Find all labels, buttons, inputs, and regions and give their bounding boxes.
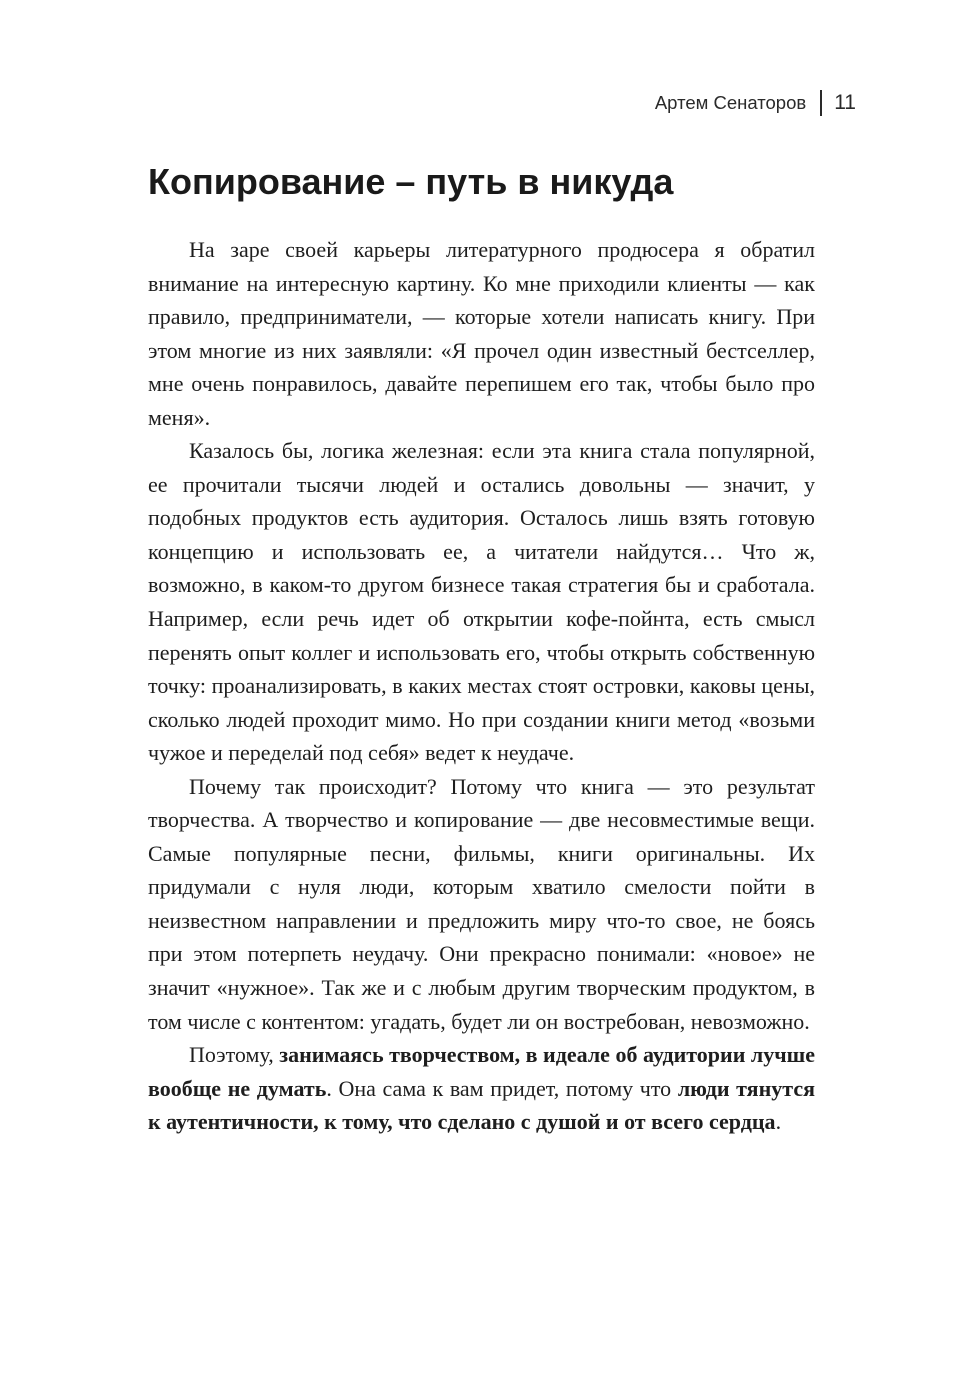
chapter-title: Копирование – путь в никуда xyxy=(148,161,674,202)
paragraph-1: На заре своей карьеры литературного продюсера я обратил внимание на интересную картину. Ко мне приходили клиенты — как правило, предприниматели, — которые хотели написать книгу. При этом многие из них заявляли: «Я прочел один известный бестселлер, мне очень понравилось, давайте перепишем его так, чтобы было про меня». xyxy=(148,237,815,430)
body-text xyxy=(148,233,815,1139)
running-header xyxy=(655,88,856,118)
paragraph-4-text: Поэтому, xyxy=(189,1042,280,1068)
paragraph-2: Казалось бы, логика железная: если эта книга стала популярной, ее прочитали тысячи людей и остались довольны — значит, у подобных продуктов есть аудитория. Осталось лишь взять готовую концепцию и использовать ее, а читатели найдутся… Что ж, возможно, в каком-то другом бизнесе такая стратегия бы и сработала. Например, если речь идет об открытии кофе-пойнта, есть смысл перенять опыт коллег и использовать его, чтобы открыть собственную точку: проанализировать, в каких местах стоят островки, каковы цены, сколько людей проходит мимо. Но при создании книги метод «возьми чужое и переделай под себя» ведет к неудаче. xyxy=(148,438,815,766)
paragraph-4-emphasis-1: занимаясь творчеством, в идеале об аудитории лучше вообще не думать xyxy=(148,1042,815,1101)
paragraph-4-text: . xyxy=(775,1109,782,1135)
paragraph-3: Почему так происходит? Потому что книга — это результат творчества. А творчество и копирование — две несовместимые вещи. Самые популярные песни, фильмы, книги оригинальны. Их придумали с нуля люди, которым хватило смелости пойти в неизвестном направлении и предложить миру что-то свое, не боясь при этом потерпеть неудачу. Они прекрасно понимали: «новое» не значит «нужное». Так же и с любым другим творческим продуктом, в том числе с контентом: угадать, будет ли он востребован, невозможно. xyxy=(148,773,815,1034)
page-number: 11 xyxy=(834,91,856,114)
paragraph-4-emphasis-2: люди тянутся к аутентичности, к тому, что сделано с душой и от всего сердца xyxy=(148,1075,815,1135)
header-author: Артем Сенаторов xyxy=(654,92,807,113)
header-divider xyxy=(820,90,822,116)
paragraph-4-text: . Она сама к вам придет, потому что xyxy=(326,1075,678,1101)
paragraph-4 xyxy=(148,1038,815,1139)
